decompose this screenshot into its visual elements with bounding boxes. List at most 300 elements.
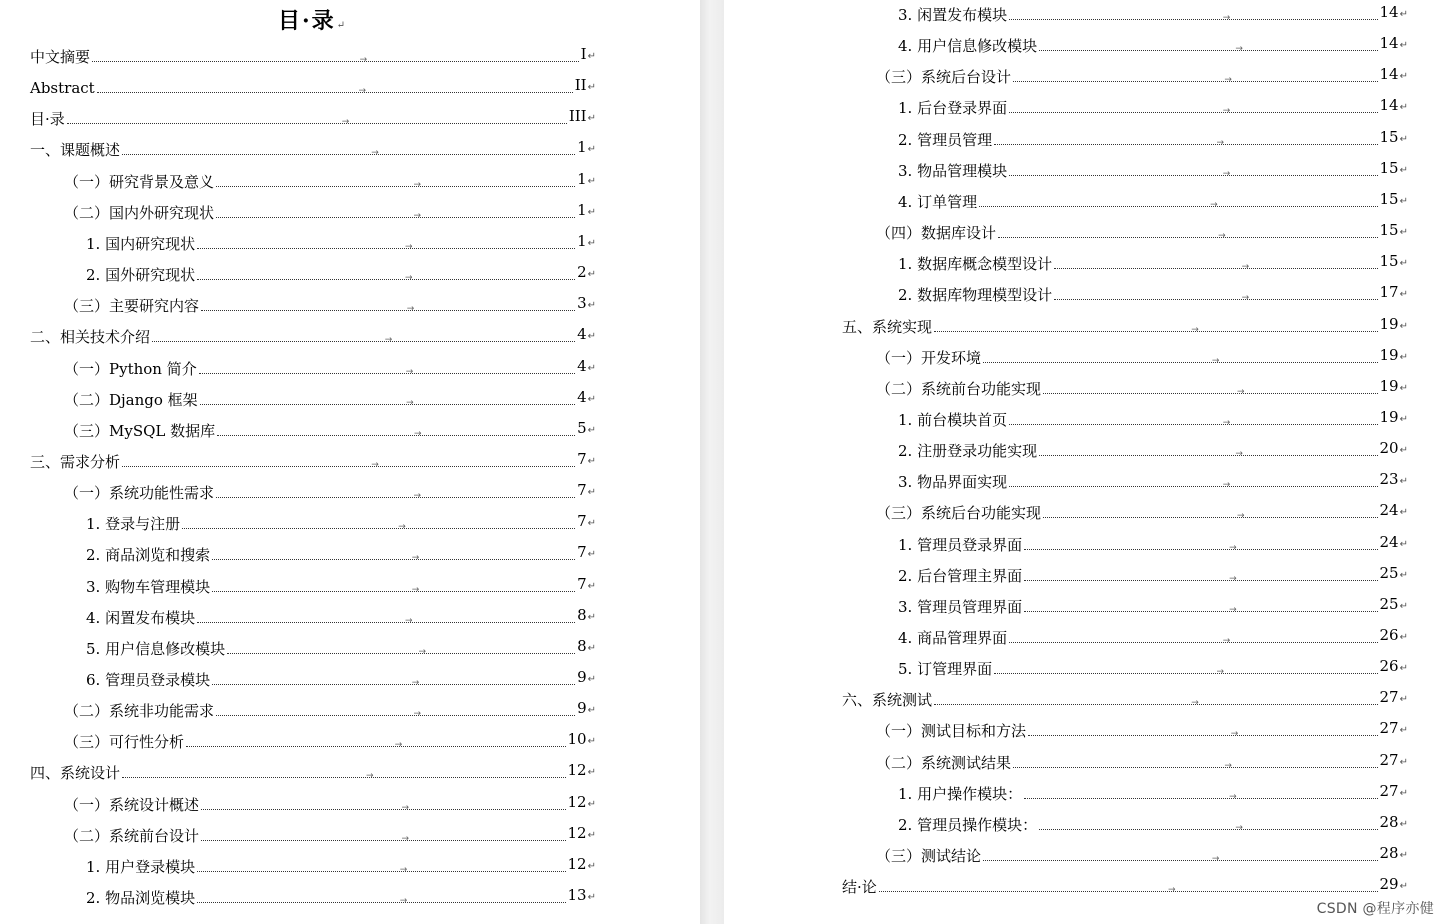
paragraph-mark-icon: ↵	[1399, 476, 1408, 488]
toc-entry-label: （三）MySQL 数据库	[64, 421, 216, 440]
paragraph-mark-icon: ↵	[587, 892, 596, 904]
toc-dot-leader	[1024, 573, 1377, 584]
toc-page-number: 26	[1379, 657, 1399, 676]
toc-entry[interactable]	[64, 725, 596, 751]
tab-mark-icon: →	[1191, 324, 1199, 335]
toc-page-number: 10	[567, 730, 587, 749]
tab-mark-icon: →	[394, 740, 403, 751]
paragraph-mark-icon: ↵	[1399, 632, 1408, 643]
tab-mark-icon: →	[1218, 231, 1226, 242]
toc-page-number: 1	[577, 200, 587, 219]
tab-mark-icon: →	[1229, 604, 1237, 615]
toc-entry[interactable]	[898, 0, 1408, 24]
toc-page-number: 29	[1379, 875, 1399, 894]
toc-dot-leader	[122, 771, 566, 782]
toc-entry-label: 4. 闲置发布模块	[86, 608, 196, 627]
toc-entry-label: 3. 管理员管理界面	[898, 597, 1023, 616]
toc-dot-leader	[216, 491, 575, 502]
toc-dot-leader	[1009, 417, 1377, 428]
toc-entry[interactable]	[30, 133, 596, 159]
paragraph-mark-icon: ↵	[1399, 818, 1408, 830]
toc-page-number: 15	[1379, 221, 1399, 240]
toc-page-number: 3	[577, 294, 587, 313]
tab-mark-icon: →	[371, 148, 379, 159]
toc-entry[interactable]	[842, 310, 1408, 336]
toc-page-number: 9	[577, 668, 587, 686]
toc-page-number: 28	[1379, 844, 1399, 863]
toc-page-number: 19	[1379, 376, 1399, 395]
toc-page-number: 27	[1379, 750, 1399, 769]
toc-entry[interactable]	[64, 383, 596, 409]
paragraph-mark-icon: ↵	[587, 144, 596, 156]
tab-mark-icon: →	[1224, 75, 1232, 86]
toc-dot-leader	[1009, 480, 1377, 491]
paragraph-mark-icon: ↵	[1399, 694, 1408, 706]
toc-entry[interactable]	[86, 632, 596, 658]
tab-mark-icon: →	[411, 553, 420, 564]
toc-dot-leader	[1043, 386, 1378, 397]
toc-entry-label: 1. 后台登录界面	[898, 99, 1008, 118]
toc-entry[interactable]	[898, 278, 1408, 304]
tab-mark-icon: →	[1229, 791, 1237, 802]
toc-entry[interactable]	[64, 694, 596, 720]
toc-entry[interactable]	[898, 29, 1408, 55]
tab-mark-icon: →	[1222, 480, 1231, 491]
toc-entry-label: 五、系统实现	[842, 317, 933, 336]
toc-dot-leader	[994, 137, 1377, 148]
paragraph-mark-icon: ↵	[587, 487, 596, 499]
paragraph-mark-icon: ↵	[1399, 351, 1408, 363]
paragraph-mark-icon: ↵	[587, 611, 596, 623]
toc-title: 目·录↵	[278, 8, 348, 34]
toc-entry-label: 5. 订管理界面	[898, 660, 993, 679]
toc-page-number: 14	[1379, 65, 1399, 84]
toc-page-number: 25	[1379, 594, 1399, 613]
tab-mark-icon: →	[406, 304, 415, 315]
toc-entry-label: 一、课题概述	[30, 141, 121, 160]
toc-entry[interactable]	[898, 123, 1408, 149]
toc-page-number: 12	[567, 761, 587, 780]
toc-dot-leader	[934, 698, 1378, 709]
toc-dot-leader	[1043, 511, 1378, 522]
toc-entry-label: 1. 登录与注册	[86, 515, 181, 534]
toc-entry-label: 1. 用户登录模块	[86, 857, 196, 876]
paragraph-mark-icon: ↵	[1399, 850, 1408, 862]
toc-page-number: 27	[1379, 781, 1399, 800]
toc-page-number: 4	[577, 325, 587, 344]
tab-mark-icon: →	[1235, 822, 1243, 833]
toc-entry-label: 1. 国内研究现状	[86, 234, 196, 253]
toc-entry-label: 4. 订单管理	[898, 192, 978, 211]
toc-entry[interactable]	[86, 258, 596, 284]
toc-page-number: 25	[1379, 563, 1399, 582]
toc-dot-leader	[197, 615, 575, 626]
toc-entry-label: （三）测试结论	[876, 847, 982, 866]
paragraph-mark-icon: ↵	[587, 237, 596, 249]
tab-mark-icon: →	[1222, 106, 1231, 117]
paragraph-mark-icon: ↵	[587, 767, 596, 779]
toc-entry-label: 中文摘要	[30, 48, 91, 66]
toc-dot-leader	[186, 740, 566, 751]
toc-dot-leader	[1009, 106, 1377, 117]
toc-entry-label: 3. 物品界面实现	[898, 473, 1008, 492]
toc-entry-label: 目·录	[30, 110, 65, 129]
toc-dot-leader	[212, 553, 575, 564]
toc-entry[interactable]	[898, 465, 1408, 491]
toc-entry[interactable]	[876, 216, 1408, 242]
paragraph-mark-icon: ↵	[1399, 289, 1408, 301]
toc-entry[interactable]	[898, 528, 1408, 554]
tab-mark-icon: →	[404, 241, 413, 252]
paragraph-mark-icon: ↵	[1399, 787, 1408, 799]
tab-mark-icon: →	[1222, 13, 1231, 23]
toc-page-number: 24	[1379, 532, 1399, 551]
toc-page-number: 27	[1379, 719, 1399, 738]
toc-page-number: 5	[577, 418, 587, 437]
toc-dot-leader	[212, 678, 575, 688]
toc-dot-leader	[1013, 75, 1378, 86]
tab-mark-icon: →	[418, 646, 427, 657]
paragraph-mark-icon: ↵	[587, 549, 596, 561]
toc-dot-leader	[1009, 168, 1377, 179]
toc-entry[interactable]	[64, 196, 596, 222]
toc-dot-leader	[201, 304, 575, 315]
toc-page-number: 7	[577, 481, 587, 500]
toc-entry-label: （一）测试目标和方法	[876, 722, 1027, 741]
paragraph-mark-icon: ↵	[1399, 382, 1408, 394]
paragraph-mark-icon: ↵	[587, 393, 596, 405]
toc-entry-label: 1. 管理员登录界面	[898, 535, 1023, 554]
toc-page-number: 26	[1379, 626, 1399, 644]
toc-entry[interactable]	[898, 559, 1408, 585]
paragraph-mark-icon: ↵	[1399, 600, 1408, 612]
paragraph-mark-icon: ↵	[1399, 71, 1408, 83]
toc-page-number: 19	[1379, 407, 1399, 426]
toc-entry-label: （一）系统功能性需求	[64, 484, 215, 503]
toc-entry[interactable]	[64, 352, 596, 378]
paragraph-mark-icon: ↵	[1399, 164, 1408, 176]
paragraph-mark-icon: ↵	[587, 51, 596, 62]
toc-entry-label: （二）系统前台功能实现	[876, 379, 1042, 398]
toc-page-number: 12	[567, 823, 587, 842]
tab-mark-icon: →	[358, 86, 367, 97]
paragraph-mark-icon: ↵	[1399, 9, 1408, 20]
toc-page-number: 4	[577, 356, 587, 375]
toc-entry[interactable]	[842, 683, 1408, 709]
toc-dot-leader	[199, 366, 575, 377]
toc-entry[interactable]	[30, 71, 596, 97]
paragraph-mark-icon: ↵	[1399, 881, 1408, 893]
toc-entry-label: 6. 管理员登录模块	[86, 671, 211, 689]
toc-entry[interactable]	[64, 476, 596, 502]
toc-entry[interactable]	[86, 601, 596, 627]
toc-entry[interactable]	[86, 507, 596, 533]
toc-entry[interactable]	[30, 756, 596, 782]
tab-mark-icon: →	[413, 709, 422, 720]
toc-entry[interactable]	[898, 154, 1408, 180]
toc-entry[interactable]	[64, 289, 596, 315]
tab-mark-icon: →	[398, 522, 406, 533]
toc-entry[interactable]	[898, 91, 1408, 117]
toc-dot-leader	[67, 117, 567, 128]
toc-page-number: 7	[577, 449, 587, 468]
toc-dot-leader	[216, 709, 575, 720]
paragraph-mark-icon: ↵	[1399, 133, 1408, 145]
toc-dot-leader	[197, 273, 575, 284]
toc-dot-leader	[200, 397, 575, 408]
toc-entry-label: 2. 管理员操作模块：	[898, 815, 1038, 834]
paragraph-mark-icon: ↵	[1399, 195, 1408, 207]
toc-page-number: 17	[1379, 283, 1399, 302]
watermark: CSDN @程序亦健	[1316, 901, 1434, 917]
toc-dot-leader	[983, 854, 1378, 865]
paragraph-mark-icon: ↵	[587, 424, 596, 436]
paragraph-mark-icon: ↵	[587, 362, 596, 374]
toc-entry-label: 2. 国外研究现状	[86, 266, 196, 285]
tab-mark-icon: →	[1235, 44, 1243, 55]
paragraph-mark-icon: ↵	[587, 518, 596, 530]
tab-mark-icon: →	[359, 55, 368, 65]
tab-mark-icon: →	[1216, 137, 1225, 148]
toc-page-number: 23	[1379, 470, 1399, 489]
toc-dot-leader	[994, 667, 1377, 678]
toc-page-number: III	[568, 107, 587, 126]
toc-page-number: 14	[1379, 34, 1399, 53]
toc-entry-label: 二、相关技术介绍	[30, 328, 151, 347]
tab-mark-icon: →	[413, 210, 422, 221]
paragraph-mark-icon: ↵	[587, 113, 596, 125]
toc-entry[interactable]	[898, 403, 1408, 429]
paragraph-mark-icon: ↵	[587, 331, 596, 343]
paragraph-mark-icon: ↵	[587, 736, 596, 748]
paragraph-mark-icon: ↵	[1399, 756, 1408, 768]
toc-page-number: 7	[577, 512, 587, 531]
tab-mark-icon: →	[1222, 168, 1231, 179]
toc-entry-label: （一）开发环境	[876, 348, 982, 367]
toc-dot-leader	[1039, 449, 1377, 460]
paragraph-mark-icon: ↵	[587, 455, 596, 467]
tab-mark-icon: →	[1210, 199, 1218, 210]
toc-dot-leader	[1024, 791, 1377, 802]
toc-entry[interactable]	[86, 881, 596, 907]
tab-mark-icon: →	[405, 366, 414, 377]
toc-dot-leader	[201, 833, 566, 844]
toc-entry-label: （二）系统前台设计	[64, 826, 200, 845]
toc-dot-leader	[227, 646, 575, 657]
tab-mark-icon: →	[1229, 542, 1237, 553]
toc-dot-leader	[879, 885, 1378, 896]
paragraph-mark-icon: ↵	[1399, 538, 1408, 550]
paragraph-mark-icon: ↵	[587, 175, 596, 187]
toc-entry-label: 4. 用户信息修改模块	[898, 37, 1038, 56]
toc-entry-label: 2. 后台管理主界面	[898, 566, 1023, 585]
toc-entry-label: （二）Django 框架	[64, 390, 198, 409]
toc-page-number: 20	[1379, 439, 1399, 458]
toc-entry[interactable]	[898, 185, 1408, 211]
paragraph-mark-icon: ↵	[1399, 40, 1408, 52]
page-gutter	[700, 0, 724, 924]
toc-dot-leader	[1009, 636, 1377, 646]
toc-entry-label: （四）数据库设计	[876, 224, 997, 243]
toc-entry[interactable]	[30, 102, 596, 128]
toc-entry[interactable]	[64, 788, 596, 814]
toc-page-number: 15	[1379, 127, 1399, 146]
tab-mark-icon: →	[1237, 386, 1245, 397]
paragraph-mark-icon: ↵	[1399, 507, 1408, 519]
paragraph-mark-icon: ↵	[1399, 663, 1408, 675]
toc-entry[interactable]	[898, 777, 1408, 803]
paragraph-mark-icon: ↵	[1399, 413, 1408, 425]
toc-page-number: 7	[577, 574, 587, 593]
toc-entry[interactable]	[30, 445, 596, 471]
toc-entry[interactable]	[898, 590, 1408, 616]
toc-page-number: 7	[577, 543, 587, 562]
toc-page-number: 14	[1379, 3, 1399, 21]
paragraph-mark-icon: ↵	[1399, 320, 1408, 332]
toc-entry-label: （三）系统后台功能实现	[876, 504, 1042, 523]
toc-entry-label: 2. 管理员管理	[898, 130, 993, 149]
toc-entry-label: （一）系统设计概述	[64, 795, 200, 814]
tab-mark-icon: →	[1237, 511, 1245, 522]
paragraph-mark-icon: ↵	[1399, 227, 1408, 239]
tab-mark-icon: →	[1211, 854, 1220, 865]
tab-mark-icon: →	[406, 397, 414, 408]
tab-mark-icon: →	[413, 179, 422, 190]
toc-entry-label: （一）研究背景及意义	[64, 172, 215, 191]
toc-entry[interactable]	[86, 538, 596, 564]
toc-entry[interactable]	[876, 746, 1408, 772]
tab-mark-icon: →	[401, 833, 410, 844]
toc-entry[interactable]	[898, 434, 1408, 460]
toc-entry-label: （二）国内外研究现状	[64, 203, 215, 222]
toc-entry-label: （三）主要研究内容	[64, 297, 200, 316]
toc-entry[interactable]	[64, 414, 596, 440]
toc-entry[interactable]	[86, 227, 596, 253]
toc-page-number: 12	[567, 792, 587, 811]
tab-mark-icon: →	[1235, 449, 1243, 460]
toc-page-number: 27	[1379, 688, 1399, 707]
toc-entry[interactable]	[876, 60, 1408, 86]
toc-page-number: 9	[577, 699, 587, 718]
toc-entry[interactable]	[898, 621, 1408, 647]
toc-page-number: 12	[567, 854, 587, 873]
paragraph-mark-icon: ↵	[1399, 258, 1408, 270]
toc-entry-label: Abstract	[30, 79, 95, 98]
toc-dot-leader	[97, 86, 573, 97]
document-page-right	[724, 0, 1452, 924]
toc-entry[interactable]	[842, 870, 1408, 896]
toc-entry-label: 四、系统设计	[30, 764, 121, 783]
toc-dot-leader	[1028, 729, 1378, 740]
paragraph-mark-icon: ↵	[587, 798, 596, 810]
toc-entry[interactable]	[876, 839, 1408, 865]
toc-entry-label: 3. 物品管理模块	[898, 161, 1008, 180]
paragraph-mark-icon: ↵	[1399, 725, 1408, 737]
paragraph-mark-icon: ↵	[587, 860, 596, 872]
toc-entry-label: （一）Python 简介	[64, 359, 197, 378]
toc-entry[interactable]	[876, 496, 1408, 522]
paragraph-mark-icon: ↵	[1399, 445, 1408, 457]
toc-entry-label: 5. 用户信息修改模块	[86, 639, 226, 658]
toc-dot-leader	[1024, 542, 1377, 553]
toc-entry[interactable]	[86, 850, 596, 876]
toc-dot-leader	[201, 802, 566, 813]
toc-dot-leader	[998, 231, 1378, 242]
toc-entry-label: 1. 用户操作模块：	[898, 784, 1023, 803]
toc-page-number: 8	[577, 605, 587, 624]
tab-mark-icon: →	[399, 896, 408, 907]
toc-entry[interactable]	[86, 663, 596, 689]
toc-entry[interactable]	[64, 165, 596, 191]
toc-entry[interactable]	[30, 320, 596, 346]
toc-entry[interactable]	[876, 341, 1408, 367]
toc-page-number: I	[580, 45, 587, 63]
toc-entry[interactable]	[898, 652, 1408, 678]
toc-page-number: 1	[577, 138, 587, 157]
tab-mark-icon: →	[1222, 417, 1231, 428]
toc-dot-leader	[197, 896, 565, 907]
toc-entry[interactable]	[898, 808, 1408, 834]
toc-entry[interactable]	[86, 570, 596, 596]
toc-entry-label: 2. 物品浏览模块	[86, 889, 196, 908]
paragraph-mark-icon: ↵	[587, 674, 596, 685]
toc-entry-label: 2. 注册登录功能实现	[898, 442, 1038, 461]
tab-mark-icon: →	[1230, 729, 1239, 740]
toc-dot-leader	[1054, 293, 1377, 304]
tab-mark-icon: →	[1229, 573, 1237, 584]
paragraph-mark-icon: ↵	[587, 300, 596, 312]
toc-entry[interactable]	[64, 819, 596, 845]
tab-mark-icon: →	[1211, 355, 1220, 366]
toc-dot-leader	[983, 355, 1378, 366]
toc-page-number: 2	[577, 263, 587, 282]
tab-mark-icon: →	[371, 459, 379, 470]
toc-entry[interactable]	[876, 372, 1408, 398]
toc-page-number: 14	[1379, 96, 1399, 115]
paragraph-mark-icon: ↵	[587, 580, 596, 592]
toc-page-number: 15	[1379, 189, 1399, 208]
toc-entry[interactable]	[876, 714, 1408, 740]
toc-page-number: 28	[1379, 812, 1399, 831]
toc-page-number: 15	[1379, 158, 1399, 177]
toc-dot-leader	[122, 148, 575, 159]
toc-page-number: 19	[1379, 345, 1399, 364]
toc-entry-label: 1. 数据库概念模型设计	[898, 255, 1053, 274]
toc-entry[interactable]	[30, 40, 596, 66]
toc-entry-label: 3. 闲置发布模块	[898, 6, 1008, 24]
toc-entry-label: 3. 购物车管理模块	[86, 577, 211, 596]
tab-mark-icon: →	[413, 491, 422, 502]
toc-dot-leader	[1013, 760, 1378, 771]
toc-entry-label: 结·论	[842, 878, 877, 897]
toc-dot-leader	[1024, 604, 1377, 615]
tab-mark-icon: →	[1222, 636, 1231, 646]
tab-mark-icon: →	[404, 273, 413, 284]
toc-entry[interactable]	[898, 247, 1408, 273]
toc-dot-leader	[197, 864, 565, 875]
tab-mark-icon: →	[384, 335, 393, 346]
toc-dot-leader	[182, 522, 575, 533]
toc-entry-label: 1. 前台模块首页	[898, 410, 1008, 429]
toc-dot-leader	[934, 324, 1378, 335]
toc-page-number: 8	[577, 636, 587, 655]
toc-page-number: 15	[1379, 252, 1399, 271]
tab-mark-icon: →	[1168, 885, 1176, 896]
paragraph-mark-icon: ↵	[1399, 569, 1408, 581]
toc-page-number: II	[574, 76, 587, 95]
tab-mark-icon: →	[1216, 667, 1225, 678]
toc-entry-label: （二）系统测试结果	[876, 753, 1012, 772]
